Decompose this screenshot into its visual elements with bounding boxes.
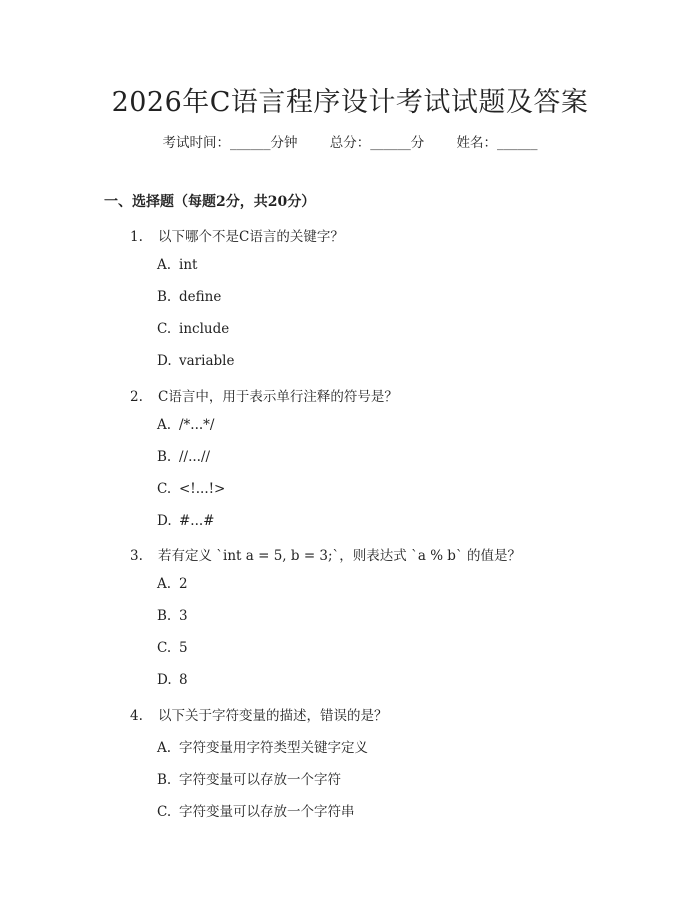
- student-name: [457, 135, 538, 151]
- question-2: [130, 385, 398, 405]
- student-name-label: 姓名：: [456, 135, 498, 151]
- question-1: [130, 225, 344, 245]
- option-letter: D.: [157, 672, 172, 688]
- option-3a: [157, 576, 188, 592]
- question-text: 若有定义 `int a = 5, b = 3;`，则表达式 `a % b` 的值是？: [158, 548, 521, 564]
- option-text: 8: [179, 672, 188, 688]
- option-text: 2: [179, 576, 188, 592]
- option-text: 3: [179, 608, 188, 624]
- section-heading: 一、选择题（每题2分，共20分）: [104, 194, 316, 210]
- total-score: [330, 135, 425, 151]
- option-text: include: [179, 321, 230, 337]
- option-letter: B.: [157, 608, 172, 624]
- option-text: //...//: [179, 449, 211, 465]
- option-letter: B.: [157, 772, 172, 788]
- option-letter: C.: [157, 481, 172, 497]
- option-letter: B.: [157, 449, 172, 465]
- option-text: #...#: [179, 513, 215, 529]
- option-text: 字符变量用字符类型关键字定义: [179, 740, 368, 756]
- option-2a: [157, 417, 214, 433]
- option-4b: [157, 768, 341, 788]
- option-text: int: [179, 257, 198, 273]
- question-number: 1.: [130, 229, 143, 245]
- question-number: 4.: [130, 708, 143, 724]
- total-score-label: 总分：: [329, 135, 371, 151]
- option-letter: D.: [157, 353, 172, 369]
- option-letter: A.: [157, 417, 172, 433]
- option-letter: A.: [157, 740, 172, 756]
- option-letter: C.: [157, 321, 172, 337]
- option-1a: [157, 257, 197, 273]
- option-1d: [157, 353, 234, 369]
- total-score-blank: ______: [370, 135, 411, 151]
- question-text: C语言中，用于表示单行注释的符号是？: [158, 389, 398, 405]
- option-2d: [157, 513, 215, 529]
- question-number: 2.: [130, 389, 143, 405]
- question-text: 以下哪个不是C语言的关键字？: [158, 229, 344, 245]
- option-letter: C.: [157, 804, 172, 820]
- option-4c: [157, 800, 355, 820]
- option-3d: [157, 672, 188, 688]
- question-4: [130, 704, 388, 724]
- exam-time-unit: 分钟: [270, 135, 298, 151]
- option-letter: A.: [157, 257, 172, 273]
- option-letter: C.: [157, 640, 172, 656]
- option-text: 字符变量可以存放一个字符: [179, 772, 341, 788]
- question-text: 以下关于字符变量的描述，错误的是？: [158, 708, 388, 724]
- student-name-blank: ______: [497, 135, 538, 151]
- option-letter: D.: [157, 513, 172, 529]
- exam-time-label: 考试时间：: [162, 135, 230, 151]
- exam-info: [0, 131, 700, 151]
- option-3c: [157, 640, 188, 656]
- option-letter: B.: [157, 289, 172, 305]
- option-2b: [157, 449, 210, 465]
- option-4a: [157, 736, 368, 756]
- total-score-unit: 分: [410, 135, 425, 151]
- option-letter: A.: [157, 576, 172, 592]
- option-text: 字符变量可以存放一个字符串: [179, 804, 355, 820]
- option-text: <!...!>: [179, 481, 226, 497]
- option-text: /*...*/: [179, 417, 215, 433]
- exam-time-blank: ______: [229, 135, 271, 151]
- page-title: 2026年C语言程序设计考试试题及答案: [111, 87, 589, 118]
- option-text: define: [179, 289, 222, 305]
- question-3: [130, 544, 521, 564]
- option-1c: [157, 321, 229, 337]
- option-3b: [157, 608, 188, 624]
- option-2c: [157, 481, 225, 497]
- question-number: 3.: [130, 548, 143, 564]
- exam-time: [162, 135, 297, 151]
- option-text: 5: [179, 640, 188, 656]
- option-text: variable: [179, 353, 235, 369]
- option-1b: [157, 289, 221, 305]
